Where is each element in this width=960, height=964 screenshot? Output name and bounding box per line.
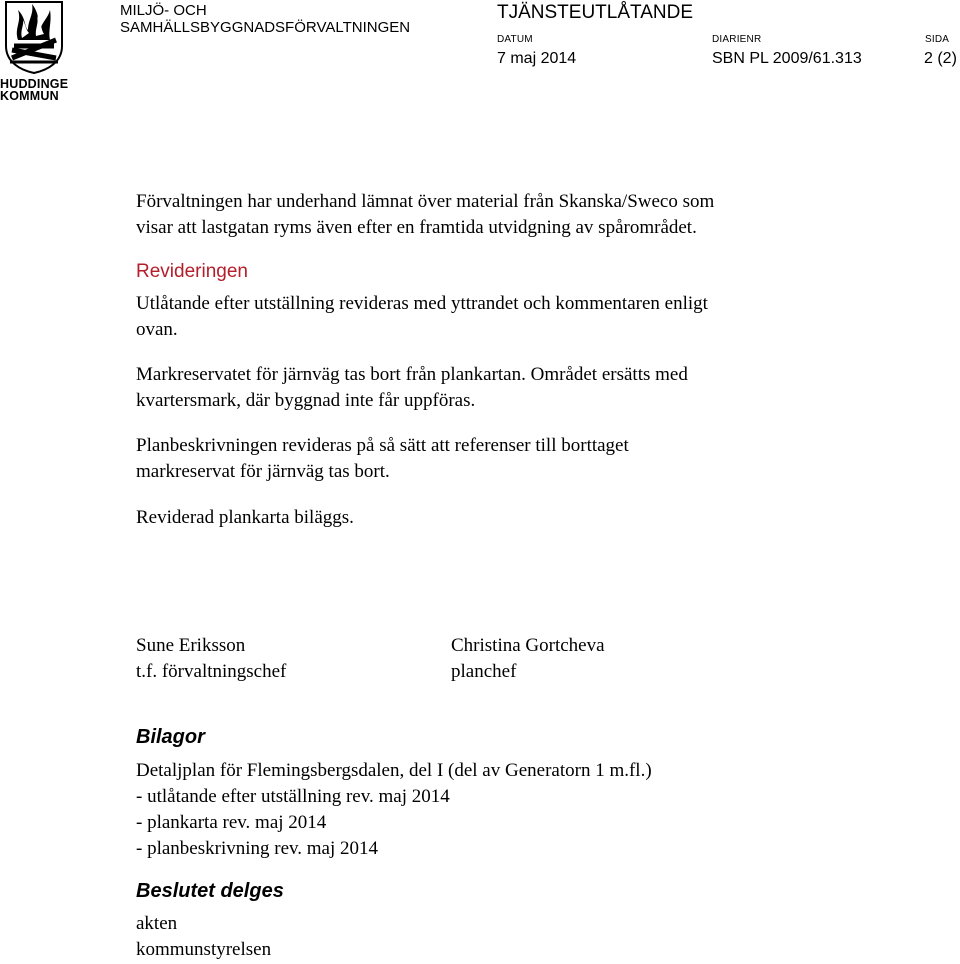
signatory-title: planchef	[451, 661, 517, 682]
page-number: 2 (2)	[924, 50, 957, 67]
signatory-title: t.f. förvaltningschef	[136, 661, 287, 682]
page-label: SIDA	[925, 34, 950, 45]
text-line: ovan.	[136, 319, 178, 340]
text-line: Förvaltningen har underhand lämnat över material från Skanska/Sweco som	[136, 191, 715, 212]
revision-heading: Revideringen	[136, 261, 248, 282]
diary-number-label: DIARIENR	[712, 34, 762, 45]
revision-paragraph-3	[136, 433, 629, 485]
revision-paragraph-1	[136, 291, 708, 343]
attachment-item: - plankarta rev. maj 2014	[136, 812, 327, 833]
signatory-name: Christina Gortcheva	[451, 635, 605, 656]
signatory-name: Sune Eriksson	[136, 635, 246, 656]
text-line: Markreservatet för järnväg tas bort från plankartan. Området ersätts med	[136, 364, 688, 385]
date-value: 7 maj 2014	[497, 50, 577, 67]
distribution-list	[136, 911, 271, 963]
signature-right	[451, 633, 605, 685]
attachments-heading: Bilagor	[136, 726, 205, 748]
intro-paragraph	[136, 189, 714, 241]
document-type: TJÄNSTEUTLÅTANDE	[497, 2, 694, 23]
text-line: Utlåtande efter utställning revideras med yttrandet och kommentaren enligt	[136, 293, 708, 314]
signature-left	[136, 633, 286, 685]
diary-number-value: SBN PL 2009/61.313	[712, 50, 862, 67]
attachment-item: - planbeskrivning rev. maj 2014	[136, 838, 379, 859]
text-line: kvartersmark, där byggnad inte får uppföras.	[136, 390, 476, 411]
text-line: Planbeskrivningen revideras på så sätt att referenser till borttaget	[136, 435, 629, 456]
attachment-item: - utlåtande efter utställning rev. maj 2014	[136, 786, 450, 807]
text-line: markreservat för järnväg tas bort.	[136, 461, 390, 482]
huddinge-coat-of-arms-icon	[4, 0, 64, 74]
distribution-heading: Beslutet delges	[136, 880, 284, 902]
recipient-item: akten	[136, 913, 178, 934]
municipality-logo	[0, 0, 68, 104]
attachments-list	[136, 758, 652, 862]
municipality-name-line1: HUDDINGE	[0, 77, 69, 91]
department-line1: MILJÖ- OCH	[120, 2, 207, 19]
municipality-name-line2: KOMMUN	[0, 89, 59, 103]
revision-paragraph-2	[136, 362, 688, 414]
department-line2: SAMHÄLLSBYGGNADSFÖRVALTNINGEN	[120, 19, 411, 36]
department-name	[120, 2, 410, 36]
attachment-item: Detaljplan för Flemingsbergsdalen, del I (del av Generatorn 1 m.fl.)	[136, 760, 652, 781]
recipient-item: kommunstyrelsen	[136, 939, 272, 960]
revision-paragraph-4: Reviderad plankarta biläggs.	[136, 507, 354, 528]
text-line: visar att lastgatan ryms även efter en framtida utvidgning av spårområdet.	[136, 217, 697, 238]
date-label: DATUM	[497, 34, 533, 45]
